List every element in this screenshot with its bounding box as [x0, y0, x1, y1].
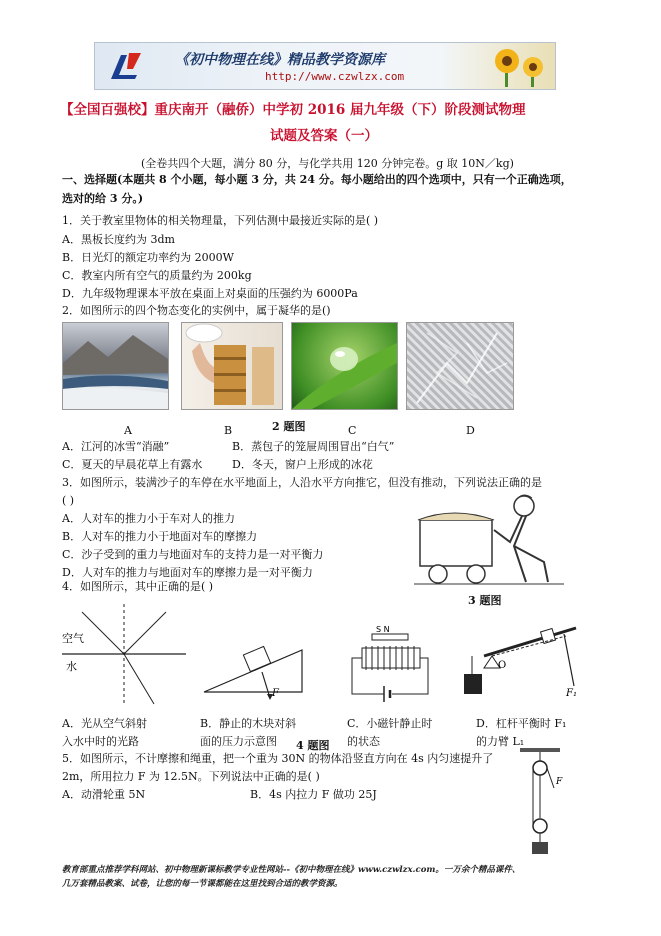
air-label: 空气	[62, 632, 84, 645]
q5-option-b: B．4s 内拉力 F 做功 25J	[250, 788, 377, 801]
q3-option-b: B．人对车的推力小于地面对车的摩擦力	[62, 530, 258, 543]
solenoid-diagram	[344, 622, 434, 706]
pulley-diagram	[510, 748, 570, 858]
footer-line2: 几万套精品教案、试卷，让您的每一节课都能在这里找到合适的教学资源。	[62, 879, 343, 889]
q1-option-c: C．教室内所有空气的质量约为 200kg	[62, 269, 252, 282]
q3-option-a: A．人对车的推力小于车对人的推力	[62, 512, 235, 525]
q3-option-d: D．人对车的推力与地面对车的摩擦力是一对平衡力	[62, 566, 313, 579]
incline-block-diagram	[198, 620, 310, 704]
mountain-river-icon	[63, 323, 168, 409]
figure-2-label: 2 题图	[272, 420, 306, 433]
page-title-line2: 试题及答案（一）	[270, 128, 378, 144]
q1-option-a: A．黑板长度约为 3dm	[62, 233, 175, 246]
q4-stem: 4．如图所示，其中正确的是( )	[62, 580, 214, 593]
sn-label: S N	[376, 625, 390, 634]
q2-option-c: C．夏天的早晨花草上有露水	[62, 458, 203, 471]
pulley-force-label: F	[556, 777, 563, 787]
photo-frost	[406, 322, 514, 410]
photo-label-b: B	[224, 424, 233, 437]
q3-option-c: C．沙子受到的重力与地面对车的支持力是一对平衡力	[62, 548, 324, 561]
sunflower-icon	[489, 45, 549, 87]
photo-label-c: C	[348, 424, 357, 437]
frost-pattern-icon	[407, 323, 513, 409]
banner	[94, 42, 556, 90]
refraction-diagram	[62, 600, 192, 710]
q4-option-c: C．小磁针静止时	[347, 717, 433, 730]
f1-label: F₁	[566, 688, 577, 699]
q2-option-a: A．江河的冰雪“消融”	[62, 440, 170, 453]
q5-option-a: A．动滑轮重 5N	[62, 788, 146, 801]
figure-4-label: 4 题图	[296, 739, 330, 752]
q3-stem: 3．如图所示，装满沙子的车停在水平地面上，人沿水平方向推它，但没有推动，下列说法正确的是	[62, 476, 542, 489]
q4-option-d: D．杠杆平衡时 F₁	[476, 717, 567, 730]
banner-title: 《初中物理在线》精品教学资源库	[175, 52, 385, 68]
photo-melting-ice	[62, 322, 169, 410]
section1-heading: 一、选择题(本题共 8 个小题，每小题 3 分，共 24 分。每小题给出的四个选项中，只有一个正确选项，	[62, 173, 572, 186]
section1-heading-line2: 选对的给 3 分。)	[62, 192, 144, 205]
photo-steamer	[181, 322, 283, 410]
q4-option-b: B．静止的木块对斜	[200, 717, 297, 730]
photo-label-d: D	[466, 424, 475, 437]
q4-option-c-line2: 的状态	[347, 735, 380, 748]
q2-stem: 2．如图所示的四个物态变化的实例中，属于凝华的是()	[62, 304, 331, 317]
site-logo-icon	[107, 49, 147, 83]
q3-stem-line2: ( )	[62, 494, 75, 507]
pivot-label: O	[498, 660, 507, 671]
q4-option-a-line2: 入水中时的光路	[62, 735, 139, 748]
q2-option-b: B．蒸包子的笼屉周围冒出“白气”	[232, 440, 395, 453]
page-title: 【全国百强校】重庆南开（融侨）中学初 2016 届九年级（下）阶段测试物理	[60, 102, 526, 118]
q5-stem: 5．如图所示，不计摩擦和绳重，把一个重为 30N 的物体沿竖直方向在 4s 内匀速提升了	[62, 752, 494, 765]
figure-3-label: 3 题图	[468, 594, 502, 607]
q1-option-d: D．九年级物理课本平放在桌面上对桌面的压强约为 6000Pa	[62, 287, 358, 300]
q1-option-b: B．日光灯的额定功率约为 2000W	[62, 251, 234, 264]
photo-dew	[291, 322, 398, 410]
steamer-basket-icon	[182, 323, 282, 409]
force-label: F	[272, 688, 279, 699]
footer-line1: 教育部重点推荐学科网站、初中物理新课标教学专业性网站--《初中物理在线》www.czwlzx.com。一万余个精品课件、	[62, 865, 521, 875]
q4-option-d-line2: 的力臂 L₁	[476, 735, 525, 748]
push-cart-figure	[414, 492, 564, 588]
q5-stem-line2: 2m，所用拉力 F 为 12.5N。下列说法中正确的是( )	[62, 770, 320, 783]
water-label: 水	[66, 660, 77, 673]
q1-stem: 1．关于教室里物体的相关物理量，下列估测中最接近实际的是( )	[62, 214, 379, 227]
banner-url[interactable]: http://www.czwlzx.com	[265, 70, 405, 83]
photo-label-a: A	[124, 424, 132, 437]
dew-drop-icon	[292, 323, 397, 409]
exam-info: (全卷共四个大题，满分 80 分，与化学共用 120 分钟完卷。g 取 10N／kg)	[141, 157, 514, 170]
q4-option-b-line2: 面的压力示意图	[200, 735, 277, 748]
q2-option-d: D．冬天，窗户上形成的冰花	[232, 458, 373, 471]
q4-option-a: A．光从空气斜射	[62, 717, 147, 730]
lever-diagram	[462, 616, 582, 708]
